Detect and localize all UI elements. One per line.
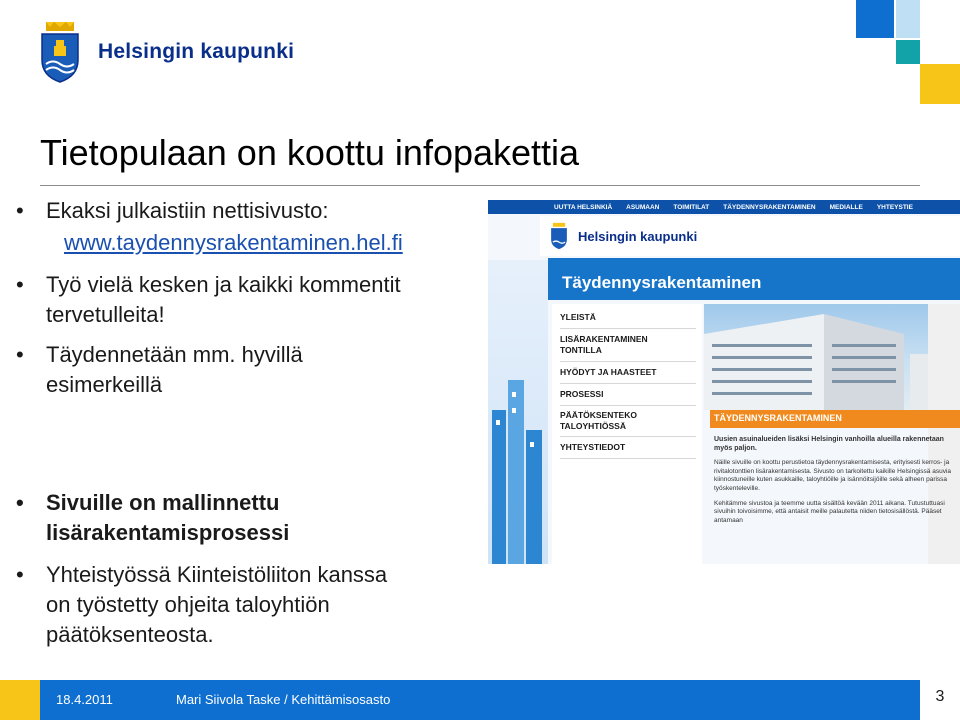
site-building-photo [704, 304, 960, 410]
site-paragraph: Näille sivuille on koottu perustietoa täydennysrakentamisesta, erityisesti kerros- ja rivitalotonttien lisärakentamisesta. Sivusto on tarkoitettu kaikille Helsingissä asuvia kiinnostuneille kuten asukkaille, taloyhtiöille ja isännöitsijöille sekä alheen parissa työskenteleville. [714, 459, 951, 492]
bullet-text: • Yhteistyössä Kiinteistöliiton kanssa [46, 562, 388, 587]
menu-divider [560, 405, 696, 406]
site-paragraph: Kehitämme sivustoa ja teemme uutta sisältöä kevään 2011 aikana. Tutustuttuasi sivuihin toivoisimme, että antaisit meille palautetta niiden tietosisällöstä. Pääset antamaan [714, 499, 945, 524]
site-nav-item: MEDIALLE [829, 203, 863, 211]
page-number: 3 [935, 688, 945, 705]
site-menu-item[interactable]: HYÖDYT JA HAASTEET [560, 367, 657, 377]
bullet-text: tervetulleita! [46, 302, 165, 327]
menu-divider [560, 383, 696, 384]
bullet-item [46, 196, 328, 226]
bullet-text: lisärakentamisprosessi [46, 520, 290, 545]
site-nav-bar [488, 200, 960, 214]
bullet-item [46, 270, 401, 330]
bullet-text: • Sivuille on mallinnettu [46, 490, 280, 515]
footer-date: 18.4.2011 [56, 692, 113, 707]
site-nav-item: UUTTA HELSINKIÄ [554, 203, 613, 211]
bullet-text: • Ekaksi julkaistiin nettisivusto: [46, 198, 329, 223]
brand-name: Helsingin kaupunki [98, 40, 295, 63]
site-menu-item[interactable]: YHTEYSTIEDOT [560, 442, 626, 452]
menu-divider [560, 361, 696, 362]
site-crest-icon [548, 222, 570, 250]
site-banner [548, 258, 960, 300]
menu-divider [560, 436, 696, 437]
site-banner-title: Täydennysrakentaminen [562, 273, 762, 292]
bullet-item [46, 488, 289, 548]
site-side-menu [552, 304, 702, 564]
city-skyline-icon [488, 260, 548, 564]
site-header [540, 216, 960, 256]
footer-accent [0, 680, 40, 720]
site-menu-item[interactable]: YLEISTÄ [560, 312, 596, 322]
bullet-text: • Työ vielä kesken ja kaikki kommentit [46, 272, 401, 297]
bullet-item [46, 560, 387, 650]
site-lead: Uusien asuinalueiden lisäksi Helsingin vanhoilla alueilla rakennetaan myös paljon. [714, 436, 944, 452]
slide-title: Tietopulaan on koottu infopakettia [40, 132, 580, 173]
bullet-link-line [64, 228, 403, 258]
site-menu-item[interactable]: LISÄRAKENTAMINEN TONTILLA [560, 334, 648, 355]
site-body-text [714, 436, 954, 525]
menu-divider [560, 458, 696, 459]
bullet-text: on työstetty ohjeita taloyhtiön [46, 592, 330, 617]
site-menu-item[interactable]: PROSESSI [560, 389, 604, 399]
footer-bar [0, 680, 960, 720]
site-nav-item: TÄYDENNYSRAKENTAMINEN [723, 203, 816, 211]
site-nav-item: ASUMAAN [626, 203, 660, 211]
site-nav-item: TOIMITILAT [673, 203, 710, 211]
site-section-title: TÄYDENNYSRAKENTAMINEN [714, 413, 842, 423]
footer-author: Mari Siivola Taske / Kehittämisosasto [176, 692, 391, 707]
site-city-illustration [488, 260, 548, 564]
menu-divider [560, 328, 696, 329]
building-photo-icon [704, 304, 960, 410]
site-brand: Helsingin kaupunki [578, 228, 698, 244]
bullet-text: • Täydennetään mm. hyvillä [46, 342, 303, 367]
site-nav-item: YHTEYSTIE [876, 203, 913, 211]
website-screenshot [488, 200, 960, 564]
bullet-item [46, 340, 303, 400]
bullet-text: päätöksenteosta. [46, 622, 214, 647]
site-link[interactable]: www.taydennysrakentaminen.hel.fi [64, 230, 403, 255]
site-section-bar [710, 410, 960, 428]
bullet-text: esimerkeillä [46, 372, 163, 397]
site-menu-item[interactable]: PÄÄTÖKSENTEKO TALOYHTIÖSSÄ [560, 410, 637, 431]
